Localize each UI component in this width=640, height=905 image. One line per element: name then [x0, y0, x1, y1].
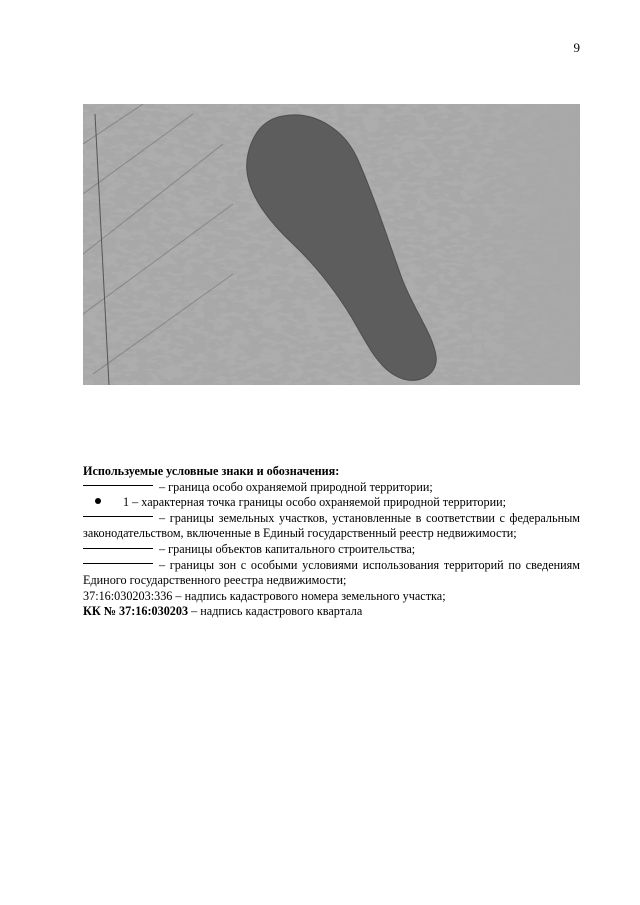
satellite-map-image [83, 104, 580, 385]
legend-item-characteristic-point [83, 495, 580, 511]
legend [83, 464, 580, 620]
legend-item-text: – границы объектов капитального строительства; [159, 541, 416, 556]
point-symbol-icon [95, 498, 101, 504]
legend-item-cadastral-number-label: 37:16:030203:336 – надпись кадастрового номера земельного участка; [83, 588, 446, 603]
legend-title: Используемые условные знаки и обозначения: [83, 464, 340, 478]
line-symbol [83, 485, 153, 486]
legend-item-building-boundaries [83, 542, 580, 558]
legend-item-text: – границы земельных участков, установленные в соответствии с федеральным законодательством, включенные в Единый государственный реестр недвижимости; [83, 510, 580, 541]
legend-item-special-zones [83, 558, 580, 589]
legend-item-text: – граница особо охраняемой природной территории; [159, 479, 433, 494]
legend-item-land-plot-boundaries [83, 511, 580, 542]
legend-item-text: 1 – характерная точка границы особо охраняемой природной территории; [123, 495, 507, 510]
legend-item-text: – границы зон с особыми условиями использования территорий по сведениям Единого государственного реестра недвижимости; [83, 557, 580, 588]
quarter-text: – надпись кадастрового квартала [188, 604, 363, 619]
quarter-label: КК № 37:16:030203 [83, 604, 189, 619]
legend-item-cadastral-quarter [83, 604, 580, 620]
line-symbol [83, 516, 153, 517]
page-number: 9 [573, 40, 580, 55]
line-symbol [83, 563, 153, 564]
legend-item-territory-boundary [83, 480, 580, 496]
line-symbol [83, 548, 153, 549]
